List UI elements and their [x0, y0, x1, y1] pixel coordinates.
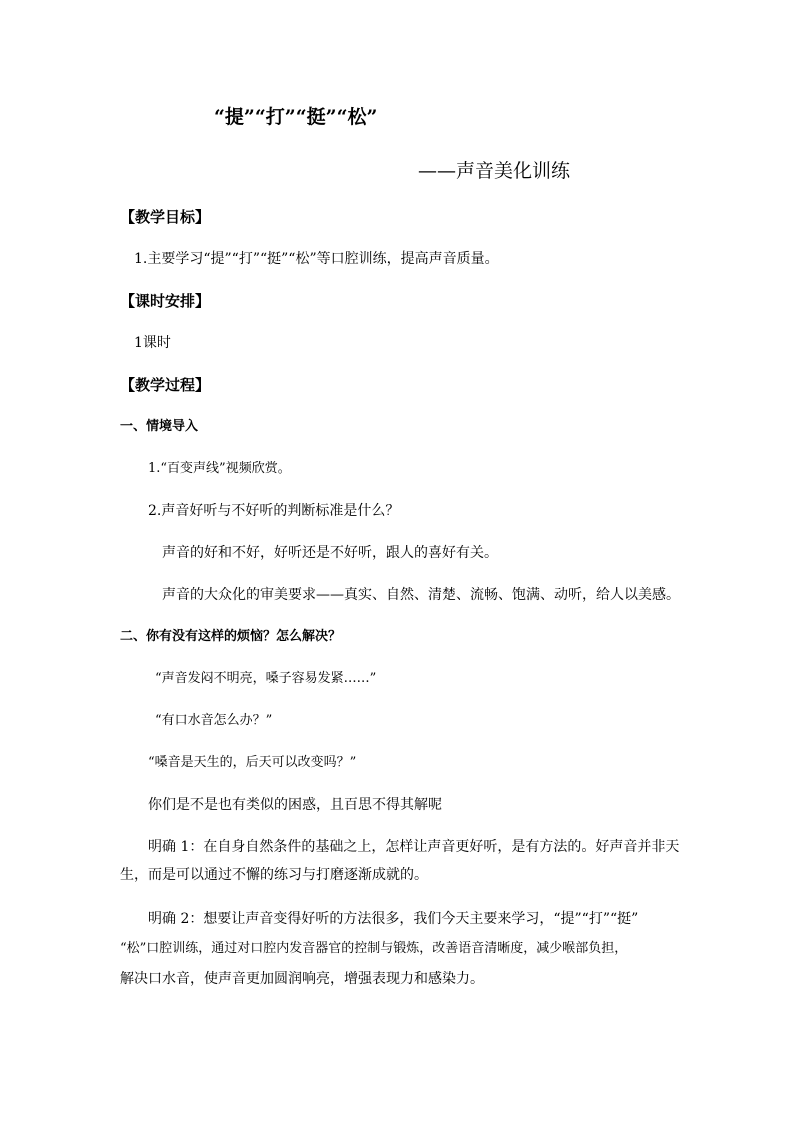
part1-item2: 2.声音好听与不好听的判断标准是什么？ — [148, 503, 400, 519]
section-heading-process: 【教学过程】 — [120, 376, 211, 394]
document-title: “提”“打”“挺”“松” — [214, 106, 378, 128]
goal-text: 1.主要学习“提”“打”“挺”“松”等口腔训练，提高声音质量。 — [134, 251, 499, 267]
part1-para1: 声音的好和不好，好听还是不好听，跟人的喜好有关。 — [162, 545, 498, 561]
schedule-text: 1课时 — [134, 335, 171, 351]
part1-item1: 1.“百变声线”视频欣赏。 — [148, 461, 291, 476]
clarification2-line3: 解决口水音，使声音更加圆润响亮，增强表现力和感染力。 — [120, 971, 484, 987]
part2-heading: 二、你有没有这样的烦恼？怎么解决？ — [120, 629, 342, 644]
clarification2-line1: 明确 2：想要让声音变得好听的方法很多，我们今天主要来学习，“提”“打”“挺” — [148, 911, 639, 927]
part2-para: 你们是不是也有类似的困惑，且百思不得其解呢 — [148, 797, 442, 813]
clarification1-line1: 明确 1：在自身自然条件的基础之上，怎样让声音更好听，是有方法的。好声音并非天 — [148, 839, 680, 855]
section-heading-goal: 【教学目标】 — [120, 208, 211, 226]
section-heading-schedule: 【课时安排】 — [120, 292, 211, 310]
part2-quote2: “有口水音怎么办？” — [155, 713, 273, 728]
part2-quote3: “嗓音是天生的，后天可以改变吗？” — [148, 755, 357, 770]
clarification2-line2: “松”口腔训练，通过对口腔内发音器官的控制与锻炼，改善语音清晰度，减少喉部负担， — [120, 941, 628, 956]
clarification1-line2: 生，而是可以通过不懈的练习与打磨逐渐成就的。 — [120, 867, 428, 883]
part2-quote1: “声音发闷不明亮，嗓子容易发紧……” — [155, 671, 377, 686]
document-subtitle: ——声音美化训练 — [418, 160, 571, 182]
part1-heading: 一、情境导入 — [120, 419, 199, 434]
part1-para2: 声音的大众化的审美要求——真实、自然、清楚、流畅、饱满、动听，给人以美感。 — [162, 587, 680, 603]
